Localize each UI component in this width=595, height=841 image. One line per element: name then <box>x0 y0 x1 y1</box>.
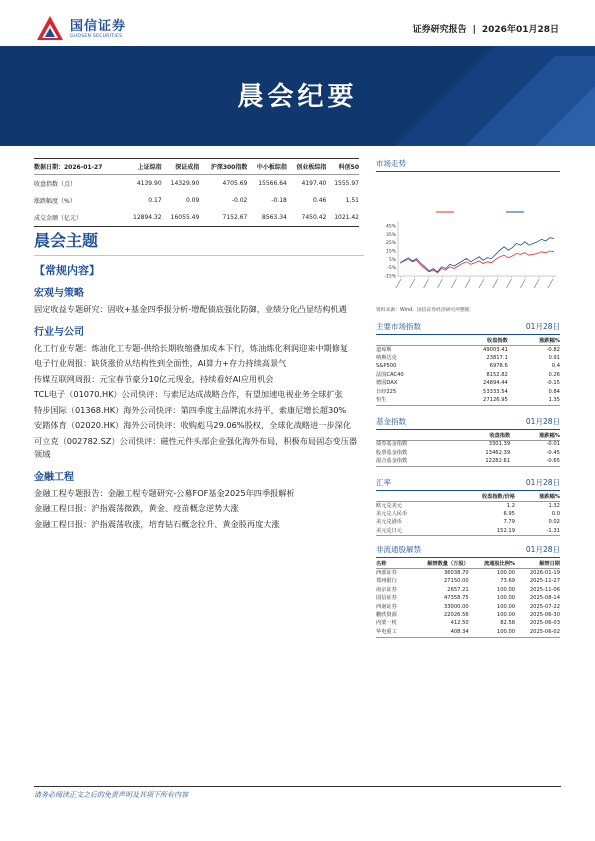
table-cell: 82.58 <box>500 620 516 627</box>
y-tick-label: 5% <box>388 257 396 263</box>
table-cell: 收盘指数（点） <box>34 181 77 188</box>
table-cell: 4705.69 <box>222 180 248 187</box>
table-row <box>376 510 560 518</box>
table-row <box>376 595 560 603</box>
x-tick-label <box>548 279 553 288</box>
summary-item: 可立克（002782.SZ）公司快评：磁性元件头部企业强化海外布局，积极布局固态变压器领域 <box>34 435 358 459</box>
table-cell: 15566.64 <box>258 180 287 187</box>
table-row <box>376 440 560 449</box>
column-header: 收盘指数/价格 <box>443 491 515 502</box>
table-cell: 6978.6 <box>489 363 508 370</box>
table-row <box>376 569 560 578</box>
footer-divider <box>34 786 561 787</box>
x-tick-label <box>520 279 525 288</box>
table-cell: 27126.95 <box>446 396 508 405</box>
footer-disclaimer: 请务必阅读正文之后的免责声明及其项下所有内容 <box>34 791 188 799</box>
table-row <box>376 519 560 527</box>
table-cell: 16055.49 <box>162 209 200 227</box>
table-cell: 12894.32 <box>124 209 162 227</box>
table-cell: 4197.40 <box>301 180 327 187</box>
company-logo <box>35 14 126 44</box>
table-cell: 14329.90 <box>170 180 200 187</box>
report-date: 2026年01月28日 <box>481 25 559 35</box>
section-heading: 金融工程 <box>34 471 74 483</box>
y-tick-label: -5% <box>387 266 396 272</box>
summary-item: 安踏体育（02020.HK）海外公司快评：收购彪马29.06%股权，全球化战略进一步深化 <box>34 420 352 430</box>
column-header: 涨跌幅% <box>508 335 560 346</box>
table-cell: 债券基金指数 <box>376 441 408 448</box>
table-cell: -0.01 <box>546 441 560 448</box>
table-cell: 德国DAX <box>376 380 398 387</box>
table-cell: 2025-06-30 <box>529 612 560 619</box>
summary-item: 电子行业周报：缺货涨价从结构性到全面性，AI算力+存力持续高景气 <box>34 358 287 368</box>
table-header-row <box>376 335 560 346</box>
logo-name: 国信证券 <box>70 18 127 34</box>
banner <box>0 46 595 146</box>
table-cell: 22026.56 <box>443 612 469 619</box>
x-tick-label <box>396 279 401 288</box>
table-cell: 0.17 <box>148 197 162 204</box>
table-row <box>376 620 560 628</box>
table-cell: 0.02 <box>548 519 560 526</box>
x-tick-label <box>451 279 456 288</box>
table-cell: 1.51 <box>345 197 359 204</box>
table-cell: 23817.1 <box>486 354 508 361</box>
data-table <box>376 335 560 406</box>
logo-english: GUOSEN SECURITIES <box>70 33 123 39</box>
table-cell: 4139.90 <box>136 180 162 187</box>
table-cell: 欧元兑美元 <box>376 502 402 509</box>
summary-item: 金融工程日报：沪指震荡收涨，培育钻石概念拉升、黄金股再度大涨 <box>34 518 280 529</box>
table-cell: -0.15 <box>546 380 560 387</box>
table-cell: 2026-01-19 <box>529 570 560 577</box>
table-row <box>376 611 560 619</box>
table-cell: 100.00 <box>496 612 516 619</box>
column-header: 涨跌幅% <box>510 430 560 441</box>
table-cell: 1021.42 <box>326 209 359 227</box>
table-cell: 美元兑港币 <box>376 519 402 526</box>
table-cell: 1.32 <box>548 502 560 509</box>
table-cell: 27150.00 <box>443 578 469 585</box>
column-header: 深证成指 <box>162 159 200 175</box>
section-heading: 行业与公司 <box>34 326 84 338</box>
table-date: 01月28日 <box>525 322 560 331</box>
table-title-bar <box>376 544 560 558</box>
table-row <box>376 458 560 467</box>
table-row <box>376 346 560 355</box>
table-cell: 152.19 <box>443 527 515 536</box>
table-cell: 100.00 <box>496 586 516 593</box>
table-title-bar <box>376 416 560 430</box>
table-cell: 0.26 <box>548 371 560 378</box>
column-header: 沪深300指数 <box>199 159 247 175</box>
table-cell: 国信证券 <box>376 595 397 602</box>
column-header: 科创50 <box>326 159 359 175</box>
table-row <box>376 396 560 405</box>
table-title: 汇率 <box>376 477 391 487</box>
table-row <box>376 371 560 379</box>
table-cell: 2657.21 <box>447 586 469 593</box>
summary-item: 金融工程日报：沪指震荡微跌，黄金、疫苗概念逆势大涨 <box>34 503 239 513</box>
table-cell: 100.00 <box>496 595 516 602</box>
table-cell: 0.09 <box>185 197 200 204</box>
x-tick-label <box>493 279 498 288</box>
table-cell: 12282.61 <box>451 458 510 467</box>
table-cell: -1.31 <box>515 527 560 536</box>
y-tick-label: 25% <box>385 241 396 247</box>
column-header <box>376 491 443 502</box>
table-cell: 7152.67 <box>199 209 247 227</box>
column-header <box>376 335 446 346</box>
table-cell: 2025-11-27 <box>529 578 560 585</box>
table-cell: 西部证券 <box>376 570 397 577</box>
table-cell: 南京证券 <box>376 586 397 593</box>
table-cell: 100.00 <box>496 603 516 610</box>
x-tick-label <box>534 279 539 288</box>
table-cell: 鹏欣资源 <box>376 612 397 619</box>
y-tick-label: 35% <box>385 232 396 238</box>
table-cell: 7450.42 <box>287 209 326 227</box>
table-cell: 2025-06-03 <box>529 620 560 627</box>
table-cell: 0.91 <box>548 354 560 361</box>
column-header: 收盘指数 <box>451 430 510 441</box>
table-cell: -0.18 <box>271 197 287 204</box>
table-cell: 道琼斯 <box>376 346 392 353</box>
table-cell: 0.0 <box>551 510 560 517</box>
section-heading: 宏观与策略 <box>34 288 84 299</box>
table-title: 主要市场指数 <box>376 322 421 331</box>
table-cell: 6.95 <box>503 510 515 517</box>
table-row <box>376 380 560 388</box>
table-cell: 0.84 <box>548 388 560 395</box>
table-cell: 2025-08-14 <box>529 595 560 602</box>
table-cell: 股票基金指数 <box>376 449 408 456</box>
table-row <box>376 628 560 637</box>
table-cell: 100.00 <box>469 628 515 637</box>
table-row <box>376 578 560 586</box>
table-cell: 412.50 <box>450 620 469 627</box>
table-row <box>376 603 560 611</box>
summary-item: 固定收益专题研究：固收+基金四季报分析-增配债底强化防御，业绩分化凸显结构机遇 <box>34 304 347 314</box>
market-trend-title: 市场走势 <box>376 159 406 168</box>
series-line <box>400 251 554 273</box>
table-header-row <box>376 430 560 441</box>
table-cell: 73.69 <box>500 578 516 585</box>
table-title: 非流通股解禁 <box>376 545 421 555</box>
table-date: 01月28日 <box>525 477 560 487</box>
table-cell: 1.35 <box>508 396 560 405</box>
table-cell: 49003.41 <box>483 346 508 353</box>
table-cell: -0.65 <box>510 458 560 467</box>
table-row <box>34 192 359 209</box>
summary-item: 特步国际（01368.HK）海外公司快评：第四季度主品牌流水持平，索康尼增长超30% <box>34 404 347 415</box>
column-header: 中小板综指 <box>247 159 286 175</box>
table-cell: 53333.54 <box>483 388 508 395</box>
column-header: 数据日期：2026-01-27 <box>34 159 124 175</box>
table-row <box>376 527 560 536</box>
table-cell: 内蒙一机 <box>376 620 397 627</box>
table-cell: 7.79 <box>503 519 515 526</box>
sidebar <box>376 158 560 638</box>
table-row <box>376 586 560 594</box>
table-title: 基金指数 <box>376 416 406 426</box>
table-cell: 2025-07-22 <box>529 603 560 610</box>
table-cell: 恒生 <box>376 396 446 405</box>
table-title-bar <box>376 321 560 335</box>
table-cell: S&P500 <box>376 363 397 370</box>
table-date: 01月28日 <box>525 416 560 426</box>
data-table <box>376 558 560 637</box>
table-cell: 33000.00 <box>443 603 469 610</box>
y-tick-label: -15% <box>384 274 396 280</box>
table-cell: -0.02 <box>231 197 248 204</box>
chart-source: 资料来源：Wind、国信证券经济研究所整理 <box>376 308 470 313</box>
table-cell: 1.2 <box>506 502 515 509</box>
report-info: 证券研究报告 | 2026年01月28日 <box>412 25 559 35</box>
table-cell: 2025-11-06 <box>529 586 560 593</box>
summary-item: 金融工程专题报告：金融工程专题研究-公募FOF基金2025年四季报解析 <box>34 487 295 498</box>
section-title: 晨会主题 <box>34 228 364 256</box>
table-row <box>376 449 560 457</box>
table-cell: 36038.70 <box>443 570 469 577</box>
table-cell: 成交金额（亿元） <box>34 209 124 227</box>
market-trend-header <box>376 158 560 172</box>
table-header-row <box>376 491 560 502</box>
table-cell: 13462.39 <box>485 449 511 456</box>
x-tick-label <box>437 279 442 288</box>
column-header: 收盘指数 <box>446 335 508 346</box>
x-tick-label <box>507 279 512 288</box>
table-header-row <box>34 159 359 175</box>
table-cell: 100.00 <box>496 570 516 577</box>
page-title: 晨会纪要 <box>237 82 358 112</box>
table-row <box>34 209 359 227</box>
y-tick-label: 15% <box>385 249 396 255</box>
table-cell: 涨跌幅度（%） <box>34 198 76 205</box>
column-header <box>376 430 451 441</box>
table-title-bar <box>376 477 560 491</box>
main-content <box>34 228 364 533</box>
line-chart <box>376 176 560 304</box>
table-cell: 3301.39 <box>488 441 511 448</box>
market-trend-chart <box>376 176 560 304</box>
table-cell: 混合基金指数 <box>376 458 451 467</box>
x-tick-label <box>424 279 429 288</box>
data-table <box>376 491 560 537</box>
table-cell: 美元兑日元 <box>376 527 443 536</box>
table-cell: 1555.97 <box>334 180 359 187</box>
table-cell: 0.46 <box>312 197 327 204</box>
table-row <box>376 363 560 371</box>
market-stats-table <box>34 158 359 227</box>
table-cell: 法国CAC40 <box>376 371 404 378</box>
summary-item: 化工行业专题：炼油化工专题-供给长期收缩叠加成本下行，炼油炼化利润迎来中期修复 <box>34 342 349 353</box>
x-tick-label <box>465 279 470 288</box>
column-header: 涨跌幅% <box>515 491 560 502</box>
table-cell: 24894.44 <box>483 380 508 387</box>
table-cell: 0.4 <box>551 363 560 370</box>
table-cell: 郑州银行 <box>376 578 397 585</box>
column-header: 解禁日期 <box>515 558 560 569</box>
table-cell: 8563.34 <box>247 209 286 227</box>
table-cell: 2025-06-02 <box>515 628 560 637</box>
column-header: 创业板综指 <box>287 159 326 175</box>
table-date: 01月28日 <box>525 545 560 555</box>
table-row <box>376 388 560 396</box>
column-header: 上证综指 <box>124 159 162 175</box>
x-tick-label <box>410 279 415 288</box>
summary-item: TCL电子（01070.HK）公司快评：与索尼达成战略合作，有望加速电视业务全球扩张 <box>34 389 343 399</box>
table-cell: 日经225 <box>376 388 397 395</box>
table-cell: 美元兑人民币 <box>376 510 408 517</box>
column-header: 名称 <box>376 558 407 569</box>
table-row <box>376 501 560 510</box>
table-cell: -0.82 <box>546 346 560 353</box>
table-cell: 8152.82 <box>486 371 508 378</box>
x-tick-label <box>479 279 484 288</box>
table-header-row <box>376 558 560 569</box>
y-tick-label: 45% <box>385 224 396 230</box>
report-type: 证券研究报告 <box>412 25 467 35</box>
table-row <box>376 354 560 362</box>
column-header: 流通股比例% <box>469 558 515 569</box>
table-cell: 纳斯达克 <box>376 354 397 361</box>
table-row <box>34 175 359 193</box>
table-cell: 47358.75 <box>443 595 469 602</box>
table-cell: -0.45 <box>546 449 560 456</box>
table-cell: 408.34 <box>407 628 469 637</box>
table-cell: 华电重工 <box>376 628 407 637</box>
summary-item: 传媒互联网周报：元宝春节豪分10亿元现金，持续看好AI应用机会 <box>34 373 274 384</box>
logo-icon <box>35 14 65 44</box>
table-cell: 西南证券 <box>376 603 397 610</box>
data-table <box>376 430 560 467</box>
column-header: 解禁数量（万股） <box>407 558 469 569</box>
subsection-title: 【常规内容】 <box>34 264 100 277</box>
